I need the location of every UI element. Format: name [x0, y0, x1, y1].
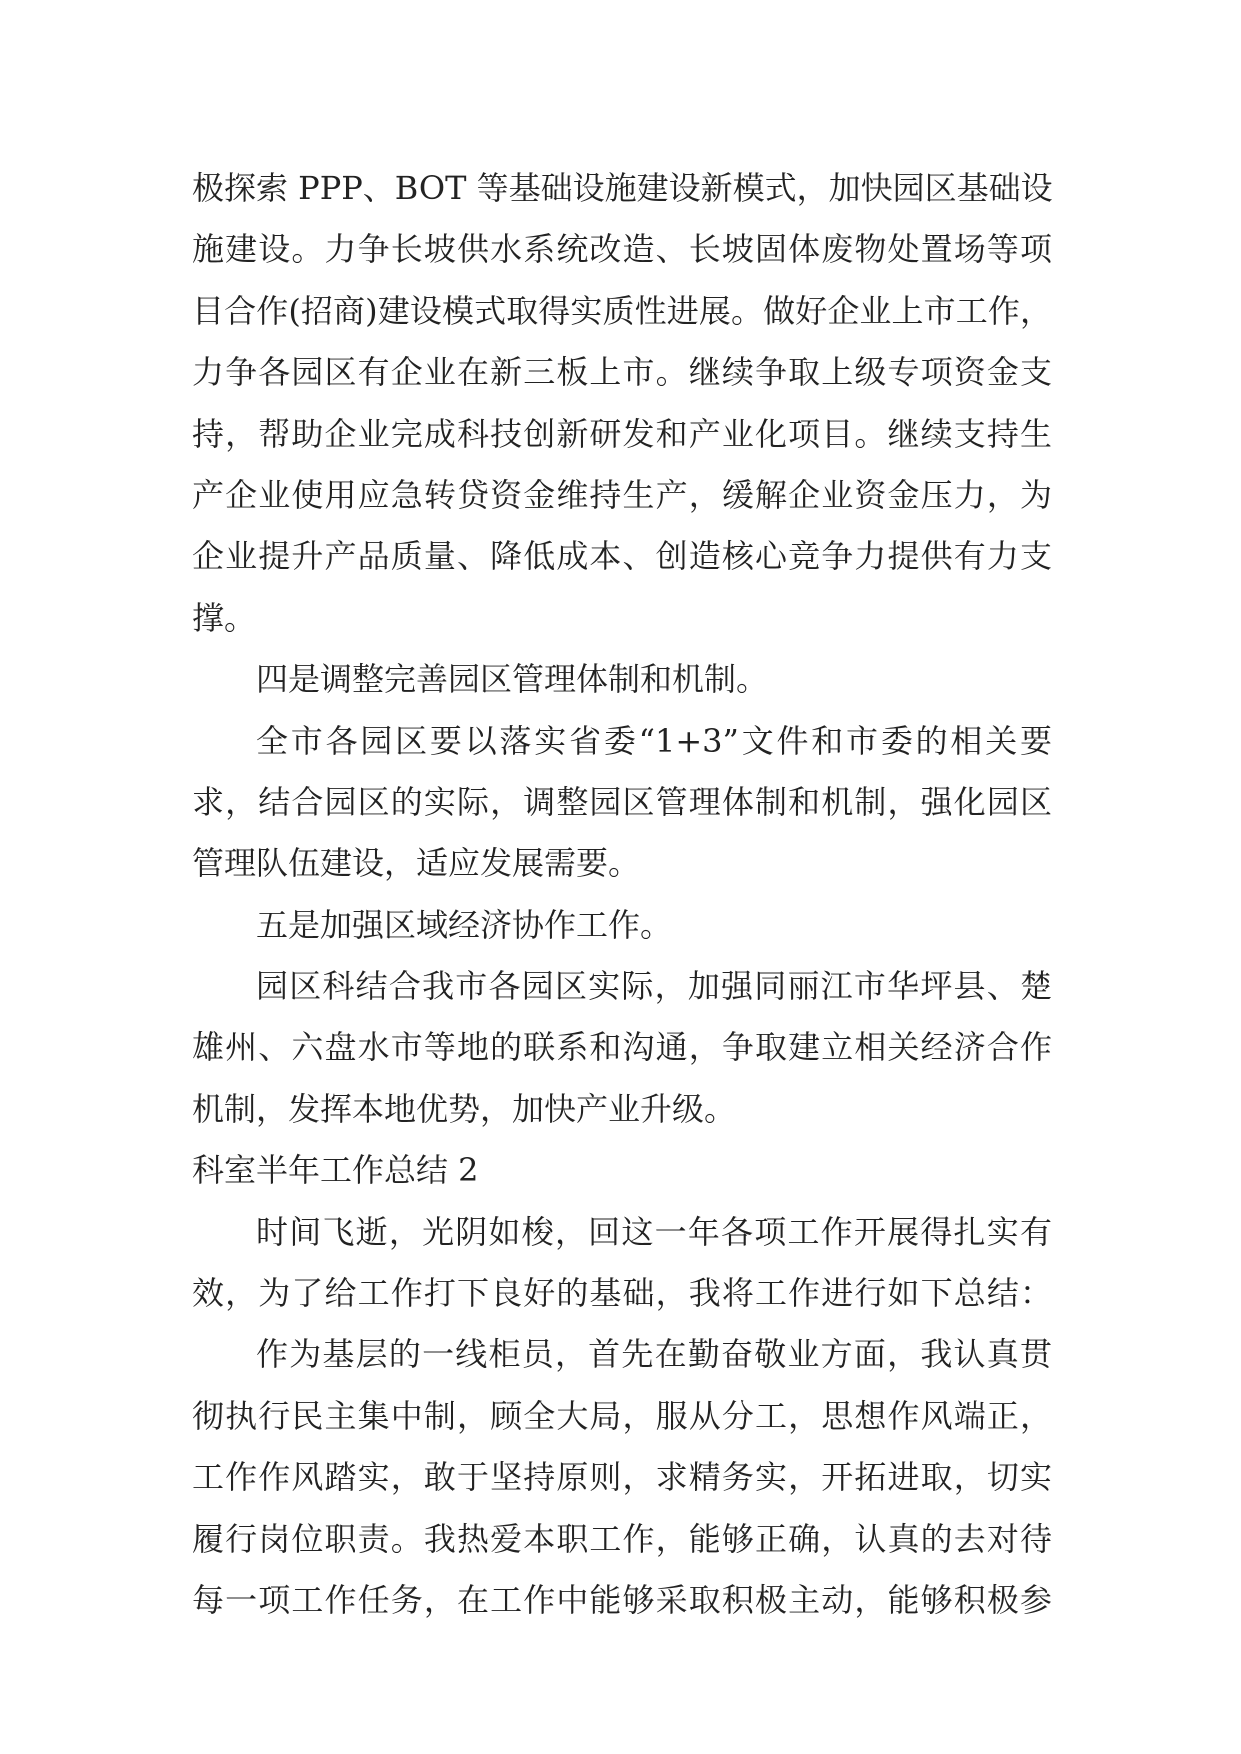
text-line: 工作作风踏实，敢于坚持原则，求精务实，开拓进取，切实 — [192, 1458, 1052, 1497]
text-line: 撑。 — [192, 598, 257, 637]
section-heading: 科室半年工作总结 2 — [192, 1151, 479, 1190]
text-line: 目合作(招商)建设模式取得实质性进展。做好企业上市工作， — [192, 291, 1052, 330]
text-line: 企业提升产品质量、降低成本、创造核心竞争力提供有力支 — [192, 537, 1052, 576]
text-line: 作为基层的一线柜员，首先在勤奋敬业方面，我认真贯 — [256, 1335, 1052, 1374]
text-line: 每一项工作任务，在工作中能够采取积极主动，能够积极参 — [192, 1580, 1052, 1619]
text-line: 持，帮助企业完成科技创新研发和产业化项目。继续支持生 — [192, 414, 1052, 453]
text-line: 管理队伍建设，适应发展需要。 — [192, 844, 641, 883]
text-line: 施建设。力争长坡供水系统改造、长坡固体废物处置场等项 — [192, 230, 1052, 269]
text-line: 机制，发挥本地优势，加快产业升级。 — [192, 1089, 737, 1128]
text-line: 雄州、六盘水市等地的联系和沟通，争取建立相关经济合作 — [192, 1028, 1052, 1067]
text-line: 时间飞逝，光阴如梭，回这一年各项工作开展得扎实有 — [256, 1212, 1052, 1251]
text-line: 产企业使用应急转贷资金维持生产，缓解企业资金压力，为 — [192, 475, 1052, 514]
text-line: 全市各园区要以落实省委“1+3”文件和市委的相关要 — [256, 721, 1052, 760]
text-line: 园区科结合我市各园区实际，加强同丽江市华坪县、楚 — [256, 967, 1052, 1006]
text-line: 彻执行民主集中制，顾全大局，服从分工，思想作风端正， — [192, 1396, 1052, 1435]
text-line: 五是加强区域经济协作工作。 — [256, 905, 673, 944]
text-line: 履行岗位职责。我热爱本职工作，能够正确，认真的去对待 — [192, 1519, 1052, 1558]
document-body — [192, 158, 1052, 1631]
text-line: 四是调整完善园区管理体制和机制。 — [256, 660, 769, 699]
text-line: 极探索 PPP、BOT 等基础设施建设新模式，加快园区基础设 — [192, 169, 1053, 207]
text-line: 求，结合园区的实际，调整园区管理体制和机制，强化园区 — [192, 782, 1052, 821]
text-line: 效，为了给工作打下良好的基础，我将工作进行如下总结： — [192, 1274, 1052, 1313]
text-line: 力争各园区有企业在新三板上市。继续争取上级专项资金支 — [192, 353, 1052, 392]
